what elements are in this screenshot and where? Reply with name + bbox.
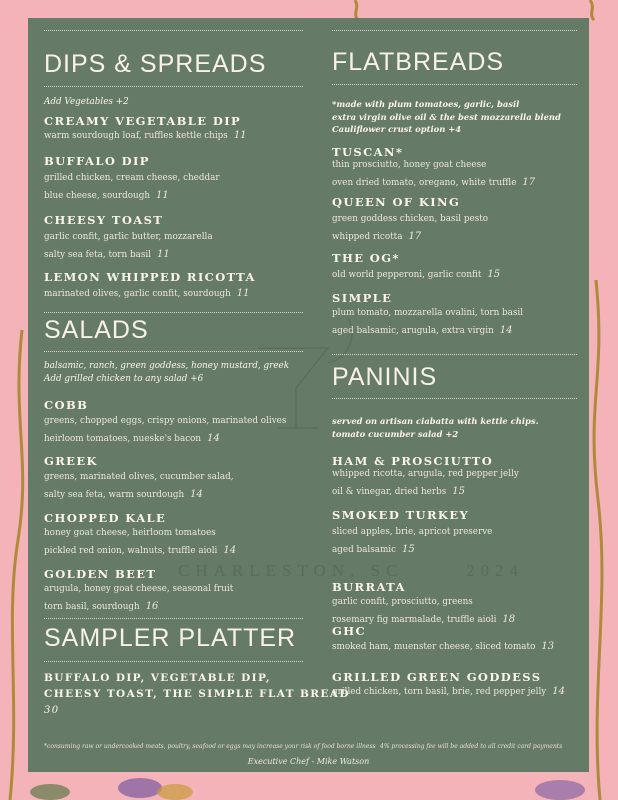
divider bbox=[44, 312, 303, 313]
menu-item-desc: smoked ham, muenster cheese, sliced tomato 13 bbox=[332, 641, 555, 652]
menu-item-name: TUSCAN* bbox=[332, 145, 404, 159]
menu-item-desc: grilled chicken, cream cheese, cheddar blue cheese, sourdough 11 bbox=[44, 173, 220, 201]
menu-item-desc: marinated olives, garlic confit, sourdough 11 bbox=[44, 288, 250, 299]
flatbreads-note: *made with plum tomatoes, garlic, basil extra virgin olive oil & the best mozzarella blend Cauliflower crust option +4 bbox=[332, 99, 561, 134]
menu-item-name: CHOPPED KALE bbox=[44, 511, 167, 525]
menu-item-desc: garlic confit, prosciutto, greens rosemary fig marmalade, truffle aioli 18 bbox=[332, 597, 516, 625]
paninis-note: served on artisan ciabatta with kettle chips. tomato cucumber salad +2 bbox=[332, 416, 539, 439]
menu-item-desc: sliced apples, brie, apricot preserve aged balsamic 15 bbox=[332, 527, 493, 555]
flatbreads-title: FLATBREADS bbox=[332, 48, 505, 76]
menu-item-desc: greens, marinated olives, cucumber salad, salty sea feta, warm sourdough 14 bbox=[44, 472, 234, 500]
menu-item-desc: old world pepperoni, garlic confit 15 bbox=[332, 269, 501, 280]
menu-item-desc: green goddess chicken, basil pesto whipped ricotta 17 bbox=[332, 214, 489, 242]
menu-item-name: GOLDEN BEET bbox=[44, 567, 157, 581]
dips-note: Add Vegetables +2 bbox=[44, 97, 129, 107]
watermark-year: 2024 bbox=[466, 561, 524, 580]
salads-title: SALADS bbox=[44, 316, 149, 344]
menu-item-name: SMOKED TURKEY bbox=[332, 508, 470, 522]
menu-item-name: COBB bbox=[44, 398, 89, 412]
menu-item-desc: greens, chopped eggs, crispy onions, marinated olives heirloom tomatoes, nueske's bacon 14 bbox=[44, 416, 287, 444]
menu-item-name: GHC bbox=[332, 624, 367, 638]
sampler-title: SAMPLER PLATTER bbox=[44, 624, 297, 652]
menu-item-name: QUEEN OF KING bbox=[332, 195, 461, 209]
divider bbox=[332, 84, 577, 85]
divider bbox=[44, 86, 303, 87]
divider bbox=[332, 398, 577, 399]
divider bbox=[332, 30, 577, 31]
watermark-city: CHARLESTON, SC bbox=[178, 561, 404, 580]
menu-item-name: GRILLED GREEN GODDESS bbox=[332, 670, 542, 684]
salads-note: balsamic, ranch, green goddess, honey mustard, greek Add grilled chicken to any salad +6 bbox=[44, 361, 290, 384]
menu-item-desc: whipped ricotta, arugula, red pepper jelly oil & vinegar, dried herbs 15 bbox=[332, 469, 519, 497]
menu-item-name: CREAMY VEGETABLE DIP bbox=[44, 114, 242, 128]
menu-item-desc: plum tomato, mozzarella ovalini, torn basil aged balsamic, arugula, extra virgin 14 bbox=[332, 308, 524, 336]
divider bbox=[44, 30, 303, 31]
menu-item-desc: garlic confit, garlic butter, mozzarella salty sea feta, torn basil 11 bbox=[44, 232, 213, 260]
menu-item-name: GREEK bbox=[44, 454, 98, 468]
menu-item-name: SIMPLE bbox=[332, 291, 393, 305]
menu-item-name: CHEESY TOAST bbox=[44, 213, 164, 227]
menu-item-desc: honey goat cheese, heirloom tomatoes pickled red onion, walnuts, truffle aioli 14 bbox=[44, 528, 237, 556]
divider bbox=[44, 351, 303, 352]
paninis-title: PANINIS bbox=[332, 363, 438, 391]
menu-item-desc: grilled chicken, torn basil, brie, red pepper jelly 14 bbox=[332, 686, 566, 697]
menu-item-name: BUFFALO DIP bbox=[44, 154, 150, 168]
menu-item-desc: warm sourdough loaf, ruffles kettle chips 11 bbox=[44, 130, 247, 141]
menu-item-name: LEMON WHIPPED RICOTTA bbox=[44, 270, 256, 284]
divider bbox=[44, 618, 303, 619]
divider bbox=[44, 661, 303, 662]
menu-item-desc: thin prosciutto, honey goat cheese oven dried tomato, oregano, white truffle 17 bbox=[332, 160, 536, 188]
dips-title: DIPS & SPREADS bbox=[44, 50, 267, 78]
menu-item-name: HAM & PROSCIUTTO bbox=[332, 454, 494, 468]
sampler-items: BUFFALO DIP, VEGETABLE DIP, CHEESY TOAST, THE SIMPLE FLAT BREAD 30 bbox=[44, 672, 350, 716]
menu-item-name: BURRATA bbox=[332, 580, 406, 594]
executive-chef: Executive Chef - Mike Watson bbox=[247, 757, 370, 766]
menu-item-desc: arugula, honey goat cheese, seasonal fruit torn basil, sourdough 16 bbox=[44, 584, 234, 612]
menu-panel bbox=[28, 18, 589, 772]
menu-item-name: THE OG* bbox=[332, 251, 400, 265]
card-fee-notice: 4% processing fee will be added to all credit card payments bbox=[380, 743, 563, 750]
divider bbox=[332, 354, 577, 355]
food-safety-disclaimer: *consuming raw or undercooked meats, poultry, seafood or eggs may increase your risk of food borne illness bbox=[44, 743, 376, 750]
